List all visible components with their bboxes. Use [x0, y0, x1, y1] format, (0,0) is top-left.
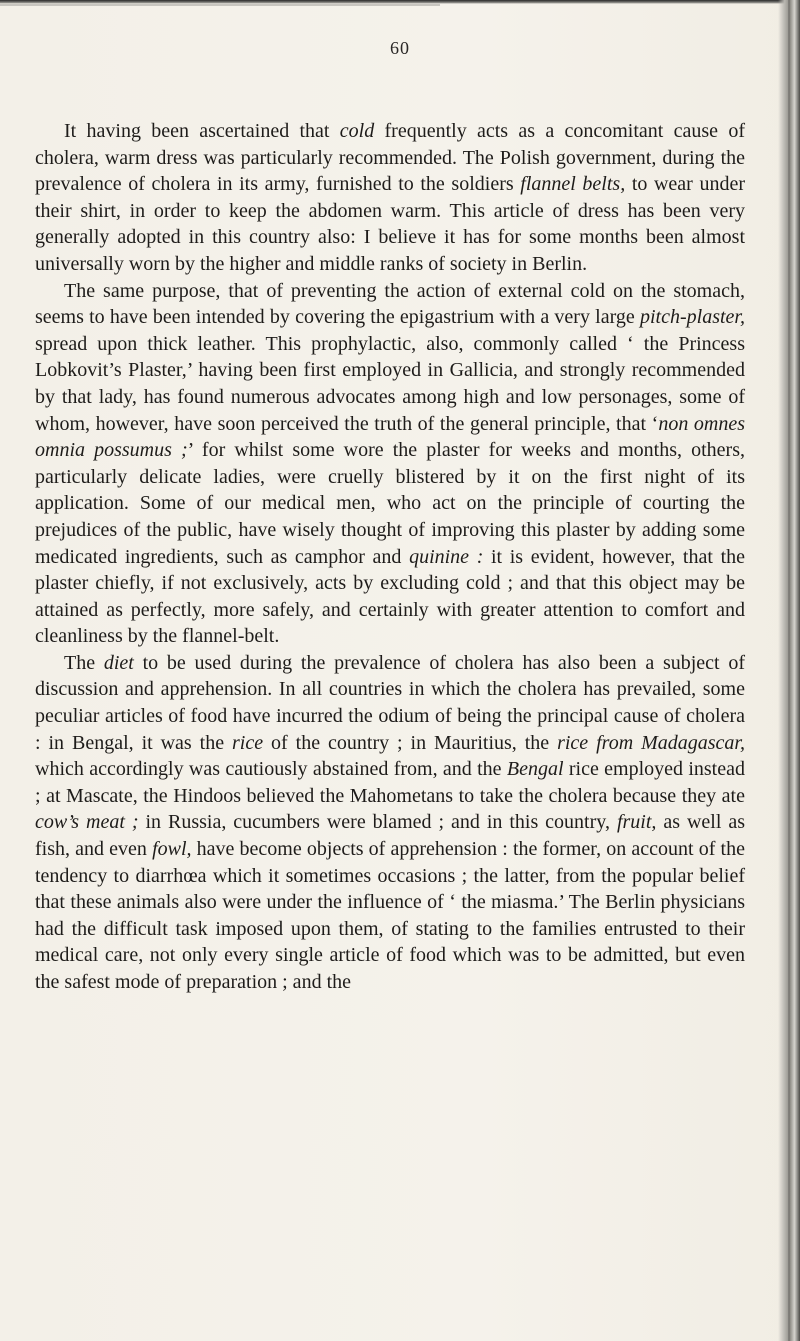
text-run: as well as fish, and even	[35, 811, 745, 861]
text-run: of the country ; in Mauritius, the	[263, 731, 558, 754]
italic-text-run: flannel belts,	[520, 173, 626, 196]
text-run: It having been ascertained that	[64, 120, 340, 142]
body-text	[35, 118, 745, 996]
italic-text-run: non omnes omnia possumus ;	[35, 412, 746, 462]
text-run: spread upon thick leather. This prophylactic, also, commonly called ‘ the Princess Lobkovit’s Plaster,’ having been first employed in Gallicia, and strongly recommended by that lady, has found numerous advocates among high and low personages, some of whom, however, have soon perceived the truth of the general principle, that ‘	[35, 332, 745, 435]
text-run: rice employed instead ; at Mascate, the Hindoos believed the Mahometans to take the cholera because they ate	[35, 758, 745, 807]
italic-text-run: diet	[103, 651, 134, 674]
text-run: frequently acts as a concomitant cause of cholera, warm dress was particularly recommended. The Polish government, during the prevalence of cholera in its army, furnished to the soldiers	[35, 120, 745, 196]
italic-text-run: fowl,	[152, 838, 192, 861]
text-run: to wear under their shirt, in order to keep the abdomen warm. This article of dress has been very generally adopted in this country also: I believe it has for some months been almost universally worn by the higher and middle ranks of society in Berlin.	[35, 173, 745, 275]
paragraph-warm-dress	[35, 118, 745, 278]
italic-text-run: Bengal	[506, 758, 564, 781]
italic-text-run: quinine :	[409, 545, 484, 568]
italic-text-run: rice	[232, 731, 264, 754]
page-top-edge-highlight	[0, 4, 440, 6]
text-run: which accordingly was cautiously abstained from, and the	[35, 758, 507, 781]
text-run: ’ for whilst some wore the plaster for weeks and months, others, particularly delicate ladies, were cruelly blistered by it on the first night of its application. Some of our medical men, who act on the principle of courting the prejudices of the public, have wisely thought of improving this plaster by adding some medicated ingredients, such as camphor and	[35, 439, 745, 568]
italic-text-run: cow’s meat ;	[35, 811, 139, 834]
text-run: it is evident, however, that the plaster chiefly, if not exclusively, acts by excluding cold ; and that this object may be attained as perfectly, more safely, and certainly with greater attention to comfort and cleanliness by the flannel-belt.	[35, 545, 745, 648]
text-run: The same purpose, that of preventing the action of external cold on the stomach, seems to have been intended by covering the epigastrium with a very large	[35, 279, 745, 329]
italic-text-run: pitch-plaster,	[640, 306, 745, 329]
paragraph-diet	[35, 650, 745, 996]
paragraph-pitch-plaster	[35, 278, 745, 650]
text-run: in Russia, cucumbers were blamed ; and in this country,	[138, 811, 617, 834]
page-binding-line	[788, 0, 790, 1341]
italic-text-run: cold	[339, 120, 375, 142]
text-run: to be used during the prevalence of cholera has also been a subject of discussion and apprehension. In all countries in which the cholera has prevailed, some peculiar articles of food have incurred the odium of being the principal cause of cholera : in Bengal, it was the	[35, 651, 746, 754]
text-run: have become objects of apprehension : the former, on account of the tendency to diarrhœa which it sometimes occasions ; the latter, from the popular belief that these animals also were under the influence of ‘ the miasma.’ The Berlin physicians had the difficult task imposed upon them, of stating to the families entrusted to their medical care, not only every single article of food which was to be admitted, but even the safest mode of preparation ; and the	[35, 838, 745, 993]
text-run: The	[64, 651, 104, 674]
italic-text-run: rice from Madagascar,	[557, 731, 745, 754]
page-number: 60	[390, 38, 410, 58]
italic-text-run: fruit,	[616, 811, 657, 834]
